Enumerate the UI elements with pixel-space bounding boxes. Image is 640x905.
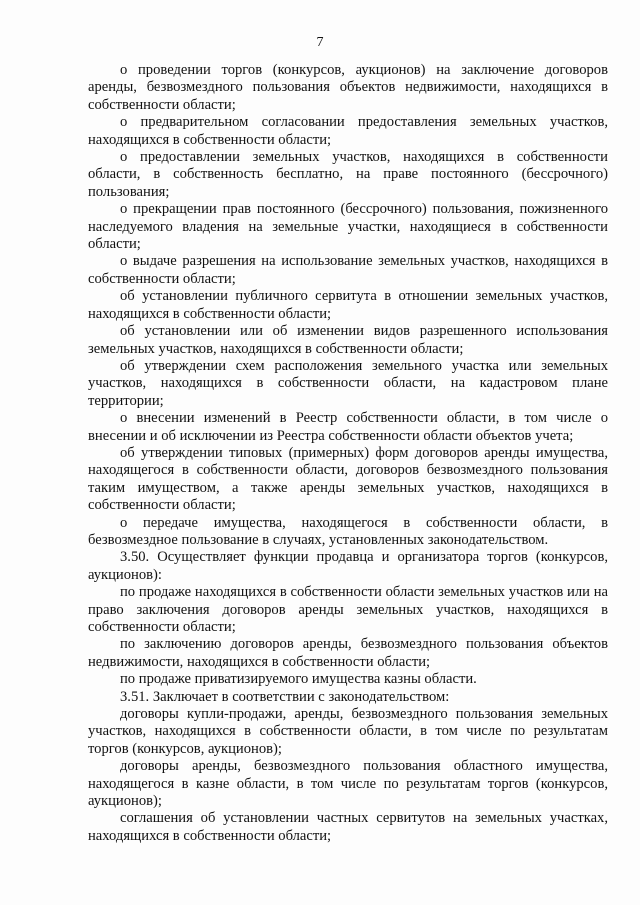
- document-body: [88, 62, 608, 845]
- paragraph: об утверждении схем расположения земельного участка или земельных участков, находящихся в собственности области, на кадастровом плане территории;: [88, 357, 608, 409]
- paragraph: об установлении публичного сервитута в отношении земельных участков, находящихся в собственности области;: [88, 288, 608, 322]
- paragraph: договоры аренды, безвозмездного пользования областного имущества, находящегося в казне области, в том числе по результатам торгов (конкурсов, аукционов);: [88, 758, 608, 810]
- paragraph: о прекращении прав постоянного (бессрочного) пользования, пожизненного наследуемого владения на земельные участки, находящиеся в собственности области;: [88, 201, 608, 253]
- section-heading-3-51: 3.51. Заключает в соответствии с законодательством:: [120, 688, 450, 705]
- paragraph: о внесении изменений в Реестр собственности области, в том числе о внесении и об исключении из Реестра собственности области объектов учета;: [88, 410, 608, 444]
- paragraph: об установлении или об изменении видов разрешенного использования земельных участков, находящихся в собственности области;: [88, 323, 608, 357]
- page-number: 7: [316, 35, 324, 50]
- paragraph: о предварительном согласовании предоставления земельных участков, находящихся в собственности области;: [88, 114, 608, 148]
- paragraph: о проведении торгов (конкурсов, аукционов) на заключение договоров аренды, безвозмездного пользования объектов недвижимости, находящихся в собственности области;: [88, 62, 608, 113]
- paragraph: соглашения об установлении частных сервитутов на земельных участках, находящихся в собственности области;: [88, 810, 608, 844]
- paragraph: договоры купли-продажи, аренды, безвозмездного пользования земельных участков, находящихся в собственности области, в том числе по результатам торгов (конкурсов, аукционов);: [88, 706, 608, 757]
- paragraph: об утверждении типовых (примерных) форм договоров аренды имущества, находящегося в собственности области, договоров безвозмездного пользования таким имуществом, а также аренды земельных участков, находящихся в собственности области;: [88, 444, 608, 514]
- paragraph: по заключению договоров аренды, безвозмездного пользования объектов недвижимости, находящихся в собственности области;: [88, 636, 608, 670]
- paragraph: о предоставлении земельных участков, находящихся в собственности области, в собственность бесплатно, на праве постоянного (бессрочного) пользования;: [88, 149, 608, 200]
- paragraph: по продаже находящихся в собственности области земельных участков или на право заключения договоров аренды земельных участков, находящихся в собственности области;: [88, 584, 608, 635]
- paragraph: о передаче имущества, находящегося в собственности области, в безвозмездное пользование в случаях, установленных законодательством.: [88, 514, 608, 548]
- paragraph: по продаже приватизируемого имущества казны области.: [120, 671, 477, 688]
- section-heading-3-50: 3.50. Осуществляет функции продавца и организатора торгов (конкурсов, аукционов):: [88, 549, 608, 583]
- paragraph: о выдаче разрешения на использование земельных участков, находящихся в собственности области;: [88, 253, 608, 287]
